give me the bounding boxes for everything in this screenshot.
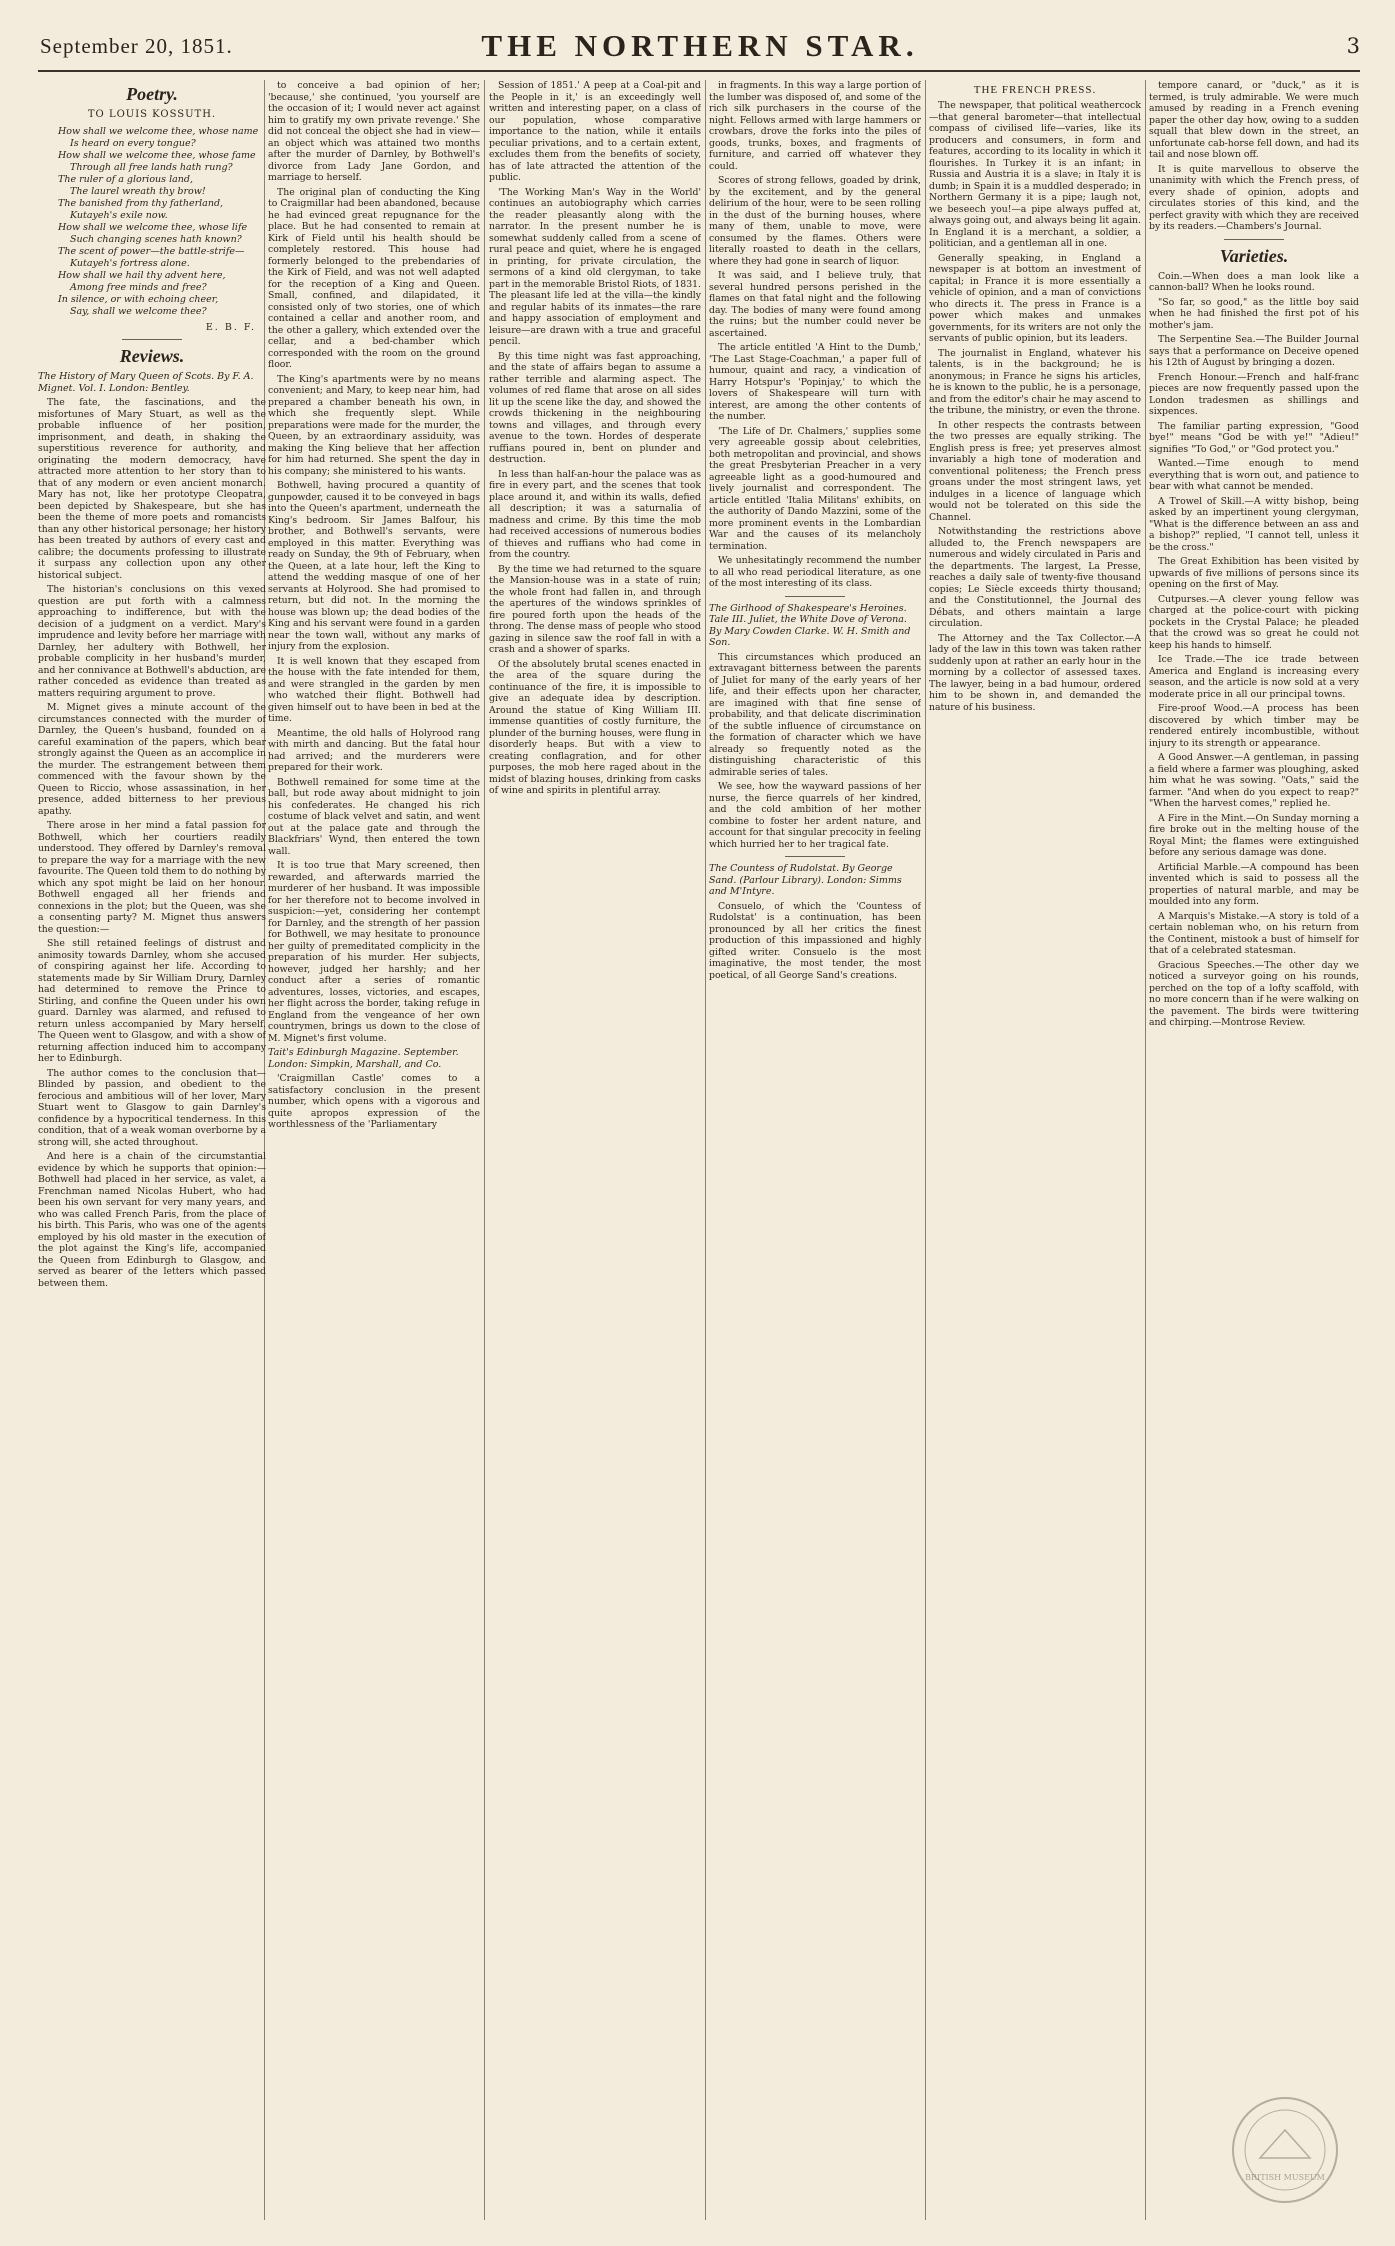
paragraph: 'The Life of Dr. Chalmers,' supplies some very agreeable gossip about celebrities, both metropolitan and provincial, and shows the great Presbyterian Preacher in a very agreeable light as a good-humoured and lively journalist and correspondent. The article entitled 'Italia Militans' exhibits, on the authority of Dando Mazzini, some of the more prominent events in the Lombardian War and the causes of its melancholy termination. <box>709 425 921 552</box>
paragraph: The King's apartments were by no means convenient; and Mary, to keep near him, had prepared a chamber beneath his own, in which she frequently slept. While preparations were made for the murder, the Queen, by an extraordinary assiduity, was making the King believe that her affection for him had returned. She spent the day in his company; she ministered to his wants. <box>268 373 480 477</box>
review-text: Consuelo, of which the 'Countess of Rudolstat' is a continuation, has been pronounced by all her critics the finest production of this impassioned and highly gifted writer. Consuelo is the most imaginative, the most tender, the most poetical, of all George Sand's creations. <box>709 900 921 981</box>
paragraph: This circumstances which produced an extravagant bitterness between the parents of Juliet for many of the early years of her life, and their effects upon her character, are imagined with that fine sense of probability, and that delicate discrimination of the subtle influence of circumstance on the formation of character which we have already so frequently noted as the distinguishing characteristic of this admirable series of tales. <box>709 651 921 778</box>
variety-item: Ice Trade.—The ice trade between America and England is increasing every season, and the article is now sold at a very moderate price in all our principal towns. <box>1149 654 1359 700</box>
paragraph: In less than half-an-hour the palace was as fire in every part, and the scenes that took place around it, and within its walls, defied all description; it was a saturnalia of madness and crime. By this time the mob had received accessions of numerous bodies of thieves and ruffians who had come in from the country. <box>489 468 701 560</box>
section-rule <box>122 339 182 340</box>
variety-item: French Honour.—French and half-franc pieces are now frequently passed upon the London tradesmen as shillings and sixpences. <box>1149 371 1359 417</box>
column-5 <box>929 80 1141 2220</box>
poem-line: Among free minds and free? <box>70 282 207 293</box>
paragraph: to conceive a bad opinion of her; 'because,' she continued, 'you yourself are the occasion of it; I would never act against him to gratify my own private revenge.' She did not conceal the object she had in view—an object which was attained two months after the murder of Darnley, by Bothwell's divorce from Lady Jane Gordon, and marriage to herself. <box>268 80 480 183</box>
paragraph: The original plan of conducting the King to Craigmillar had been abandoned, because he had evinced great repugnance for the place. But he had consented to remain at Kirk of Field until his health should be completely restored. This house had formerly belonged to the prebendaries of the Kirk of Field, and was not well adapted for the reception of a King and Queen. Small, confined, and dilapidated, it consisted only of two stories, one of which contained a cellar and another room, and the other a gallery, which extended over the cellar, and a bed-chamber which corresponded with the room on the ground floor. <box>268 186 480 370</box>
article-body <box>929 100 1141 713</box>
article-body <box>1149 80 1359 233</box>
column-divider <box>705 80 706 2220</box>
review-title: The History of Mary Queen of Scots. By F. A. Mignet. Vol. I. London: Bentley. <box>38 371 254 394</box>
paragraph: In other respects the contrasts between the two presses are equally striking. The English press is free; yet preserves almost invariably a high tone of moderation and conventional politeness; the French press groans under the most stringent laws, yet indulges in a licence of language which would not be tolerated on this side the Channel. <box>929 419 1141 523</box>
variety-item: Artificial Marble.—A compound has been invented which is said to possess all the properties of natural marble, and may be moulded into any form. <box>1149 861 1359 907</box>
paragraph: The journalist in England, whatever his talents, is in the background; he is anonymous; in France he signs his articles, he is known to the public, he is a personage, and from the editor's chair he may ascend to the tribune, the ministry, or even the throne. <box>929 347 1141 416</box>
variety-item: A Fire in the Mint.—On Sunday morning a fire broke out in the melting house of the Royal Mint; the flames were extinguished before any serious damage was done. <box>1149 812 1359 858</box>
paragraph: M. Mignet gives a minute account of the circumstances connected with the murder of Darnley, the Queen's husband, founded on a careful examination of the papers, which bear strongly against the Queen as an accomplice in the murder. The estrangement between them commenced with the favour shown by the Queen to Riccio, whose assassination, in her presence, added bitterness to her previous apathy. <box>38 702 266 817</box>
poem-line: The ruler of a glorious land, <box>58 174 193 185</box>
column-divider <box>1145 80 1146 2220</box>
poem-line: In silence, or with echoing cheer, <box>58 294 219 305</box>
paragraph: The historian's conclusions on this vexed question are put forth with a calmness approaching to indifference, but with the decision of a judgment on a verdict. Mary's imprudence and levity before her marriage with Darnley, her adultery with Bothwell, her probable complicity in her husband's murder, and her connivance at Bothwell's abduction, are rather conceded as evidence than treated as matters requiring argument to prove. <box>38 584 266 699</box>
paragraph: It is too true that Mary screened, then rewarded, and afterwards married the murderer of her husband. It was impossible for her therefore not to become involved in suspicion:—yet, considering her contempt for Darnley, and the strength of her passion for Bothwell, we may hesitate to pronounce her guilty of premeditated complicity in the preparation of his murder. Her subjects, however, judged her harshly; and her conduct after a series of romantic adventures, losses, victories, and escapes, her flight across the border, taking refuge in England from the vengeance of her own countrymen, brings us down to the close of M. Mignet's first volume. <box>268 860 480 1044</box>
review-body <box>38 397 266 1289</box>
varieties-heading: Varieties. <box>1219 245 1289 266</box>
paragraph: Bothwell, having procured a quantity of gunpowder, caused it to be conveyed in bags into the Queen's apartment, underneath the King's bedroom. Sir James Balfour, his brother, and Bothwell's servants, were employed in this matter. Everything was ready on Sunday, the 9th of February, when the Queen, at a late hour, left the King to attend the wedding masque of one of her servants at Holyrood. She had promised to return, but did not. In the morning the house was blown up; the dead bodies of the King and his servant were found in a garden near the town wall, without any marks of injury from the explosion. <box>268 480 480 652</box>
poem-line: Through all free lands hath rung? <box>70 162 233 173</box>
varieties-list <box>1149 271 1359 1029</box>
paragraph: She still retained feelings of distrust and animosity towards Darnley, whom she accused of conspiring against her life. According to statements made by Sir William Drury, Darnley had determined to remove the Prince to Stirling, and confine the Queen under his own guard. Darnley was alarmed, and refused to return unless accompanied by Mary herself. The Queen went to Glasgow, and with a show of returning affection induced him to accompany her to Edinburgh. <box>38 938 266 1064</box>
paragraph: Scores of strong fellows, goaded by drink, by the excitement, and by the general delirium of the hour, were to be seen rolling in the dust of the burning houses, where many of them, unable to move, were consumed by the flames. Others were literally roasted to death in the cellars, where they had gone in search of liquor. <box>709 175 921 267</box>
french-press-heading: THE FRENCH PRESS. <box>973 84 1097 96</box>
paragraph: The Attorney and the Tax Collector.—A lady of the law in this town was taken rather suddenly upon at rather an early hour in the morning by a collector of assessed taxes. The lawyer, being in a bad humour, ordered him to be shown in, and demanded the nature of his business. <box>929 632 1141 713</box>
variety-item: Fire-proof Wood.—A process has been discovered by which timber may be rendered entirely incombustible, without injury to its strength or appearance. <box>1149 703 1359 749</box>
page-number: 3 <box>1346 34 1360 58</box>
paragraph: Generally speaking, in England a newspaper is at bottom an investment of capital; in France it is more essentially a vehicle of opinion, and a man of convictions who directs it. The press in France is a power which makes and unmakes governments, for its writers are not only the servants of public opinion, but its leaders. <box>929 252 1141 344</box>
variety-item: A Marquis's Mistake.—A story is told of a certain nobleman who, on his return from the Continent, mistook a bust of himself for that of a celebrated statesman. <box>1149 910 1359 956</box>
paragraph: Session of 1851.' A peep at a Coal-pit and the People in it,' is an exceedingly well written and interesting paper, on a class of our population, whose comparative importance to the nation, while it entails peculiar privations, and to a certain extent, excludes them from the benefits of society, has of late attracted the attention of the public. <box>489 80 701 183</box>
section-rule <box>1224 239 1284 240</box>
variety-item: A Trowel of Skill.—A witty bishop, being asked by an impertinent young clergyman, "What is the difference between an ass and a bishop?" replied, "I cannot tell, unless it be the cross." <box>1149 495 1359 553</box>
issue-date: September 20, 1851. <box>40 34 233 58</box>
paragraph: By this time night was fast approaching, and the state of affairs began to assume a rather terrible and alarming aspect. The volumes of red flame that arose on all sides lit up the scene like the day, and showed the crowds thickening in the neighbouring towns and villages, and through every avenue to the town. Hordes of desperate ruffians poured in, bent on plunder and destruction. <box>489 350 701 465</box>
review-title: Tait's Edinburgh Magazine. September. London: Simpkin, Marshall, and Co. <box>268 1047 459 1070</box>
variety-item: Gracious Speeches.—The other day we noticed a surveyor going on his rounds, perched on the top of a lofty scaffold, with no more concern than if he were walking on the pavement. The birds were twittering and chirping.—Montrose Review. <box>1149 959 1359 1028</box>
paragraph: It was said, and I believe truly, that several hundred persons perished in the flames on that fatal night and the following day. The bodies of many were found among the ruins; but the number could never be ascertained. <box>709 270 921 339</box>
variety-item: The Serpentine Sea.—The Builder Journal says that a performance on Deceive opened his 12th of August by bringing a dozen. <box>1149 334 1359 368</box>
poem-body <box>58 126 266 318</box>
column-divider <box>484 80 485 2220</box>
paragraph: Bothwell remained for some time at the ball, but rode away about midnight to join his confederates. He changed his rich costume of black velvet and satin, and went out at the palace gate and through the Blackfriars' Wynd, then entered the town wall. <box>268 776 480 857</box>
poem-line: How shall we welcome thee, whose name <box>58 126 259 137</box>
poem-line: How shall we hail thy advent here, <box>58 270 226 281</box>
paragraph: tempore canard, or "duck," as it is termed, is truly admirable. We were much amused by reading in a French evening paper the other day how, owing to a sudden squall that blew down in the street, an unfortunate cab-horse fell down, and had its tail and nose blown off. <box>1149 80 1359 160</box>
paragraph: We unhesitatingly recommend the number to all who read periodical literature, as one of the most interesting of its class. <box>709 555 921 589</box>
variety-item: Cutpurses.—A clever young fellow was charged at the police-court with picking pockets in the Crystal Palace; he pleaded that the crowd was so great he could not keep his hands to himself. <box>1149 593 1359 651</box>
review-title: The Girlhood of Shakespeare's Heroines. Tale III. Juliet, the White Dove of Verona. By Mary Cowden Clarke. W. H. Smith and Son. <box>709 602 911 648</box>
poem-line: Kutayeh's exile now. <box>70 210 168 221</box>
variety-item: A Good Answer.—A gentleman, in passing a field where a farmer was ploughing, asked him what he was sowing. "Oats," said the farmer. "And when do you expect to reap?" "When the harvest comes," replied he. <box>1149 752 1359 809</box>
paragraph: in fragments. In this way a large portion of the lumber was disposed of, and some of the rich silk purchasers in the course of the night. Fellows armed with large hammers or crowbars, drove the forks into the piles of goods, trunks, boxes, and fragments of furniture, and carried off whatever they could. <box>709 80 921 172</box>
poetry-heading: Poetry. <box>126 84 178 104</box>
review-body <box>709 652 921 851</box>
poem-line: The scent of power—the battle-strife— <box>58 246 245 257</box>
paragraph: It is well known that they escaped from the house with the fate intended for them, and were strangled in the garden by men who watched their flight. Bothwell had given himself out to have been in bed at the time. <box>268 655 480 724</box>
variety-item: The familiar parting expression, "Good bye!" means "God be with ye!" "Adieu!" signifies "To God," or "God protect you." <box>1149 420 1359 455</box>
masthead <box>40 26 1360 66</box>
column-4 <box>709 80 921 2220</box>
paragraph: We see, how the wayward passions of her nurse, the fierce quarrels of her kindred, and the cold ambition of her mother combine to foster her ardent nature, and account for that singular precocity in feeling which hurried her to her tragical fate. <box>709 781 921 850</box>
poem-line: How shall we welcome thee, whose fame <box>58 150 256 161</box>
review-title: The Countess of Rudolstat. By George Sand. (Parlour Library). London: Simms and M'Intyre. <box>709 863 902 897</box>
poem-line: How shall we welcome thee, whose life <box>58 222 248 233</box>
poem-line: The banished from thy fatherland, <box>58 198 224 209</box>
poem-title: TO LOUIS KOSSUTH. <box>87 109 217 120</box>
poem-line: Such changing scenes hath known? <box>70 234 242 245</box>
paragraph: The fate, the fascinations, and the misfortunes of Mary Stuart, as well as the probable influence of her position, imprisonment, and death, in shaking the superstitious reverence for authority, and originating the modern democracy, have attracted more attention to her story than to that of any modern or even ancient monarch. Mary has not, like her prototype Cleopatra, been depicted by Shakespeare, but she has been the theme of more poets and romancists than any other historical personage; her history has been treated by authors of every cast and calibre; the documents professing to illustrate it surpass any collection upon any other historical subject. <box>38 397 266 581</box>
paragraph: There arose in her mind a fatal passion for Bothwell, which her courtiers readily understood. They offered by Darnley's removal to prepare the way for a marriage with the new favourite. The Queen told them to do nothing by which any spot might be laid on her honour. Bothwell engaged all her friends and connexions in the plot; but the Queen, was she a consenting party? M. Mignet thus answers the question:— <box>38 820 266 935</box>
section-rule <box>785 856 845 857</box>
paragraph: Of the absolutely brutal scenes enacted in the area of the square during the continuance of the fire, it is impossible to give an adequate idea by description. Around the statue of King William III. immense quantities of costly furniture, the plunder of the burning houses, were flung in disorderly heaps. But with a view to creating conflagration, and for other purposes, the mob here raged about in the midst of blazing houses, drinking from casks of wine and spirits in plentiful array. <box>489 658 701 796</box>
column-6 <box>1149 80 1359 2220</box>
column-1 <box>38 80 266 2220</box>
variety-item: Wanted.—Time enough to mend everything that is worn out, and patience to bear with what cannot be mended. <box>1149 458 1359 492</box>
review-body-continued <box>268 80 480 1044</box>
paragraph: Notwithstanding the restrictions above alluded to, the French newspapers are numerous and widely circulated in Paris and the departments. The largest, La Presse, reaches a daily sale of twenty-five thousand copies; Le Siècle exceeds thirty thousand; and the Constitutionnel, the Journal des Débats, and others maintain a large circulation. <box>929 526 1141 629</box>
paragraph: Meantime, the old halls of Holyrood rang with mirth and dancing. But the fatal hour had arrived; and the murderers were prepared for their work. <box>268 727 480 773</box>
variety-item: "So far, so good," as the little boy said when he had finished the first pot of his mother's jam. <box>1149 296 1359 331</box>
poem-line: Say, shall we welcome thee? <box>70 306 207 317</box>
column-3 <box>489 80 701 2220</box>
variety-item: The Great Exhibition has been visited by upwards of five millions of persons since its opening on the first of May. <box>1149 556 1359 590</box>
variety-item: Coin.—When does a man look like a cannon-ball? When he looks round. <box>1149 270 1359 293</box>
paragraph: The author comes to the conclusion that—Blinded by passion, and obedient to the ferocious and ambitious will of her lover, Mary Stuart went to Glasgow to gain Darnley's confidence by a hypocritical tenderness. In this condition, that of a weak woman overborne by a strong will, she acted throughout. <box>38 1067 266 1148</box>
poem-line: Kutayeh's fortress alone. <box>70 258 190 269</box>
paragraph: The newspaper, that political weathercock—that general barometer—that intellectual compass of civilised life—varies, like its producers and consumers, in form and features, according to its locality in which it flourishes. In Turkey it is an infant; in Russia and Austria it is a slave; in Italy it is dumb; in Spain it is a muddled desperado; in Northern Germany it is a pipe; laugh not, we beseech you!—a pipe always puffed at, always going out, and always being lit again. In England it is a merchant, a soldier, a politician, and a gentleman all in one. <box>929 100 1141 249</box>
paragraph: And here is a chain of the circumstantial evidence by which he supports that opinion:—Bothwell had placed in her service, as valet, a Frenchman named Nicolas Hubert, who had been his own servant for very many years, and who was called French Paris, from the place of his birth. This Paris, who was one of the agents employed by his old master in the execution of the plot against the King's life, accompanied the Queen from Edinburgh to Glasgow, and served as bearer of the letters which passed between them. <box>38 1151 266 1289</box>
paragraph: It is quite marvellous to observe the unanimity with which the French press, of every shade of opinion, adopts and circulates stories of this kind, and the perfect gravity with which they are received by its readers.—Chambers's Journal. <box>1149 163 1359 232</box>
newspaper-title: THE NORTHERN STAR. <box>481 28 919 63</box>
paragraph: By the time we had returned to the square the Mansion-house was in a state of ruin; the whole front had fallen in, and through the apertures of the windows sprinkles of fire poured forth upon the heads of the throng. The dense mass of people who stood gazing in silence saw the roof fall in with a crash and a shower of sparks. <box>489 563 701 655</box>
paragraph: 'The Working Man's Way in the World' continues an autobiography which carries the reader pleasantly along with the narrator. In the present number he is somewhat suddenly called from a scene of rural peace and quiet, where he is engaged in printing, for private circulation, the sermons of a kind old clergyman, to take part in the memorable Bristol Riots, of 1831. The pleasant life led at the villa—the kindly and regular habits of its inmates—the rare and happy association of employment and leisure—are drawn with a true and graceful pencil. <box>489 186 701 347</box>
paragraph: The article entitled 'A Hint to the Dumb,' 'The Last Stage-Coachman,' a paper full of humour, quaint and racy, a vindication of Harry Hotspur's 'Popinjay,' to which the lovers of Shakespeare will turn with interest, are among the other contents of the number. <box>709 342 921 422</box>
library-stamp <box>1225 2090 1345 2210</box>
stamp-label: BRITISH MUSEUM <box>1245 2173 1325 2182</box>
poem-line: The laurel wreath thy brow! <box>70 186 206 197</box>
article-body <box>709 80 921 590</box>
review-text: 'Craigmillan Castle' comes to a satisfactory conclusion in the present number, which opens with a vigorous and quite apropos expression of the worthlessness of the 'Parliamentary <box>268 1073 480 1130</box>
column-2 <box>268 80 480 2220</box>
reviews-heading: Reviews. <box>119 346 185 366</box>
section-rule <box>785 596 845 597</box>
masthead-rule <box>38 70 1360 72</box>
article-body <box>489 80 701 797</box>
poem-line: Is heard on every tongue? <box>70 138 196 149</box>
poem-signature: E. B. F. <box>205 322 256 333</box>
column-divider <box>925 80 926 2220</box>
